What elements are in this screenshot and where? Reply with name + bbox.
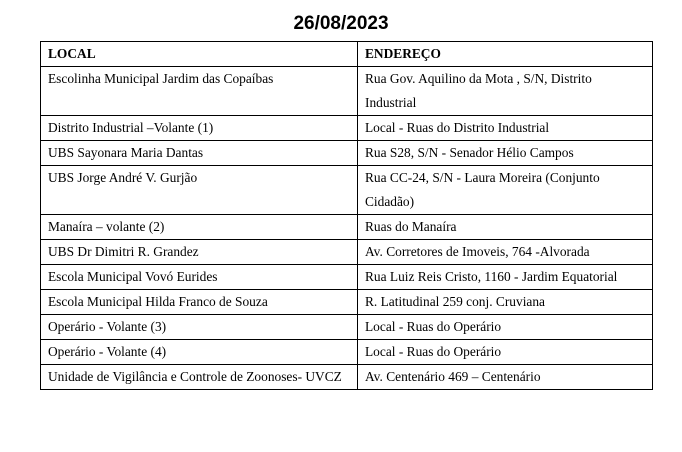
local-cell: UBS Dr Dimitri R. Grandez: [41, 240, 358, 265]
address-cell: Ruas do Manaíra: [358, 215, 653, 240]
table-row: [41, 290, 653, 315]
column-header-local: LOCAL: [41, 42, 358, 67]
address-cell: Rua S28, S/N - Senador Hélio Campos: [358, 141, 653, 166]
table-row: [41, 365, 653, 390]
local-cell: Escola Municipal Vovó Eurides: [41, 265, 358, 290]
table-row: [41, 265, 653, 290]
local-cell: UBS Jorge André V. Gurjão: [41, 166, 358, 215]
local-cell: Escola Municipal Hilda Franco de Souza: [41, 290, 358, 315]
table-row: [41, 315, 653, 340]
table-row: [41, 166, 653, 215]
local-cell: Manaíra – volante (2): [41, 215, 358, 240]
local-cell: Escolinha Municipal Jardim das Copaíbas: [41, 67, 358, 116]
table-header-row: [41, 42, 653, 67]
address-cell: Local - Ruas do Operário: [358, 315, 653, 340]
table-row: [41, 215, 653, 240]
page-title: 26/08/2023: [293, 13, 389, 34]
local-cell: Unidade de Vigilância e Controle de Zoonoses- UVCZ: [41, 365, 358, 390]
locations-table: [40, 41, 653, 390]
table-row: [41, 340, 653, 365]
local-cell: Operário - Volante (3): [41, 315, 358, 340]
address-cell: Local - Ruas do Operário: [358, 340, 653, 365]
column-header-endereco: ENDEREÇO: [358, 42, 653, 67]
address-cell: Av. Centenário 469 – Centenário: [358, 365, 653, 390]
local-cell: Operário - Volante (4): [41, 340, 358, 365]
local-cell: Distrito Industrial –Volante (1): [41, 116, 358, 141]
address-cell: Rua Gov. Aquilino da Mota , S/N, Distrito Industrial: [358, 67, 653, 116]
table-row: [41, 67, 653, 116]
address-cell: R. Latitudinal 259 conj. Cruviana: [358, 290, 653, 315]
table-row: [41, 116, 653, 141]
address-cell: Local - Ruas do Distrito Industrial: [358, 116, 653, 141]
address-cell: Rua Luiz Reis Cristo, 1160 - Jardim Equatorial: [358, 265, 653, 290]
local-cell: UBS Sayonara Maria Dantas: [41, 141, 358, 166]
table-row: [41, 240, 653, 265]
address-cell: Av. Corretores de Imoveis, 764 -Alvorada: [358, 240, 653, 265]
table-row: [41, 141, 653, 166]
address-cell: Rua CC-24, S/N - Laura Moreira (Conjunto Cidadão): [358, 166, 653, 215]
